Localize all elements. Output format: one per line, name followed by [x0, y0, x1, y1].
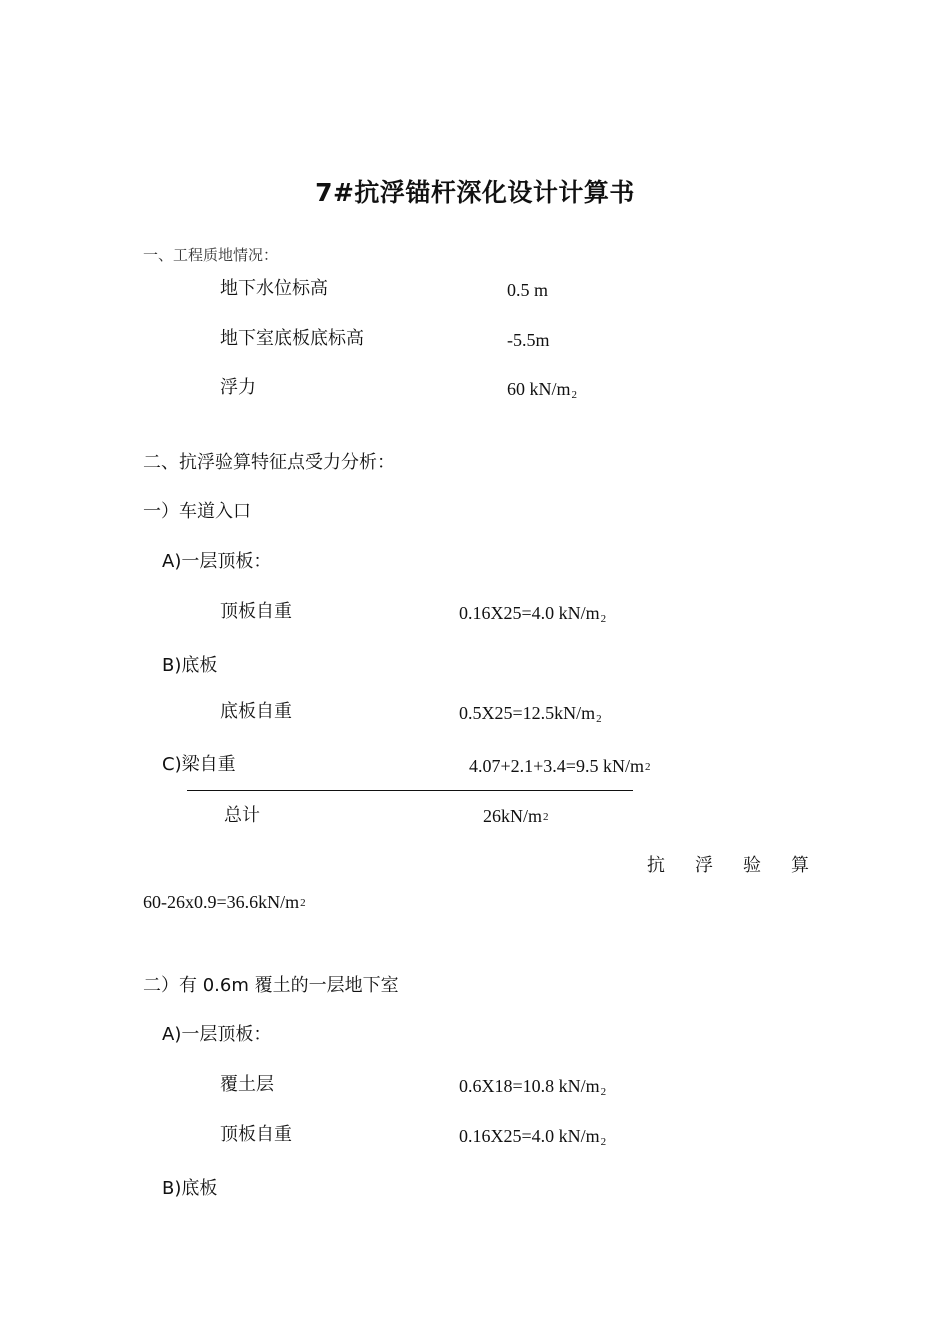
groundwater-level-label: 地下水位标高	[220, 278, 328, 299]
part-2-roof-slab-weight-value: 0.16X25=4.0 kN/m2	[459, 1126, 607, 1148]
sum-divider-line	[187, 790, 633, 791]
part-1-roof-slab-weight-label: 顶板自重	[220, 601, 292, 622]
part-1-heading: 一）车道入口	[143, 501, 251, 522]
check-char-4: 算	[791, 855, 809, 876]
buoyancy-label: 浮力	[220, 377, 256, 398]
part-2-floor-slab-heading: B)底板	[162, 1178, 218, 1199]
part-1-beam-weight-label: C)梁自重	[162, 754, 236, 775]
part-2-soil-cover-value: 0.6X18=10.8 kN/m2	[459, 1076, 607, 1098]
part-1-beam-weight-value: 4.07+2.1+3.4=9.5 kN/m2	[469, 756, 651, 776]
part-1-roof-slab-weight-value: 0.16X25=4.0 kN/m2	[459, 603, 607, 625]
buoyancy-value: 60 kN/m2	[507, 379, 578, 401]
part-2-roof-slab-heading: A)一层顶板：	[162, 1024, 272, 1045]
part-1-floor-slab-heading: B)底板	[162, 655, 218, 676]
part-1-total-value: 26kN/m2	[483, 806, 549, 826]
anti-float-check-heading	[647, 851, 809, 877]
section-1-heading: 一、工程质地情况：	[143, 246, 279, 264]
part-2-roof-slab-weight-label: 顶板自重	[220, 1124, 292, 1145]
section-2-heading: 二、抗浮验算特征点受力分析：	[143, 452, 395, 473]
part-1-total-label: 总计	[224, 805, 260, 826]
anti-float-check-formula: 60-26x0.9=36.6kN/m2	[143, 892, 306, 912]
check-char-1: 抗	[647, 855, 665, 876]
check-char-3: 验	[743, 855, 761, 876]
check-char-2: 浮	[695, 855, 713, 876]
document-title: 7#抗浮锚杆深化设计计算书	[315, 178, 635, 207]
part-1-roof-slab-heading: A)一层顶板：	[162, 551, 272, 572]
slab-bottom-elevation-label: 地下室底板底标高	[220, 328, 364, 349]
groundwater-level-value: 0.5 m	[507, 280, 549, 300]
part-1-floor-slab-weight-label: 底板自重	[220, 701, 292, 722]
part-1-floor-slab-weight-value: 0.5X25=12.5kN/m2	[459, 703, 602, 725]
slab-bottom-elevation-value: -5.5m	[507, 330, 550, 350]
part-2-heading: 二）有 0.6m 覆土的一层地下室	[143, 975, 399, 996]
part-2-soil-cover-label: 覆土层	[220, 1074, 274, 1095]
